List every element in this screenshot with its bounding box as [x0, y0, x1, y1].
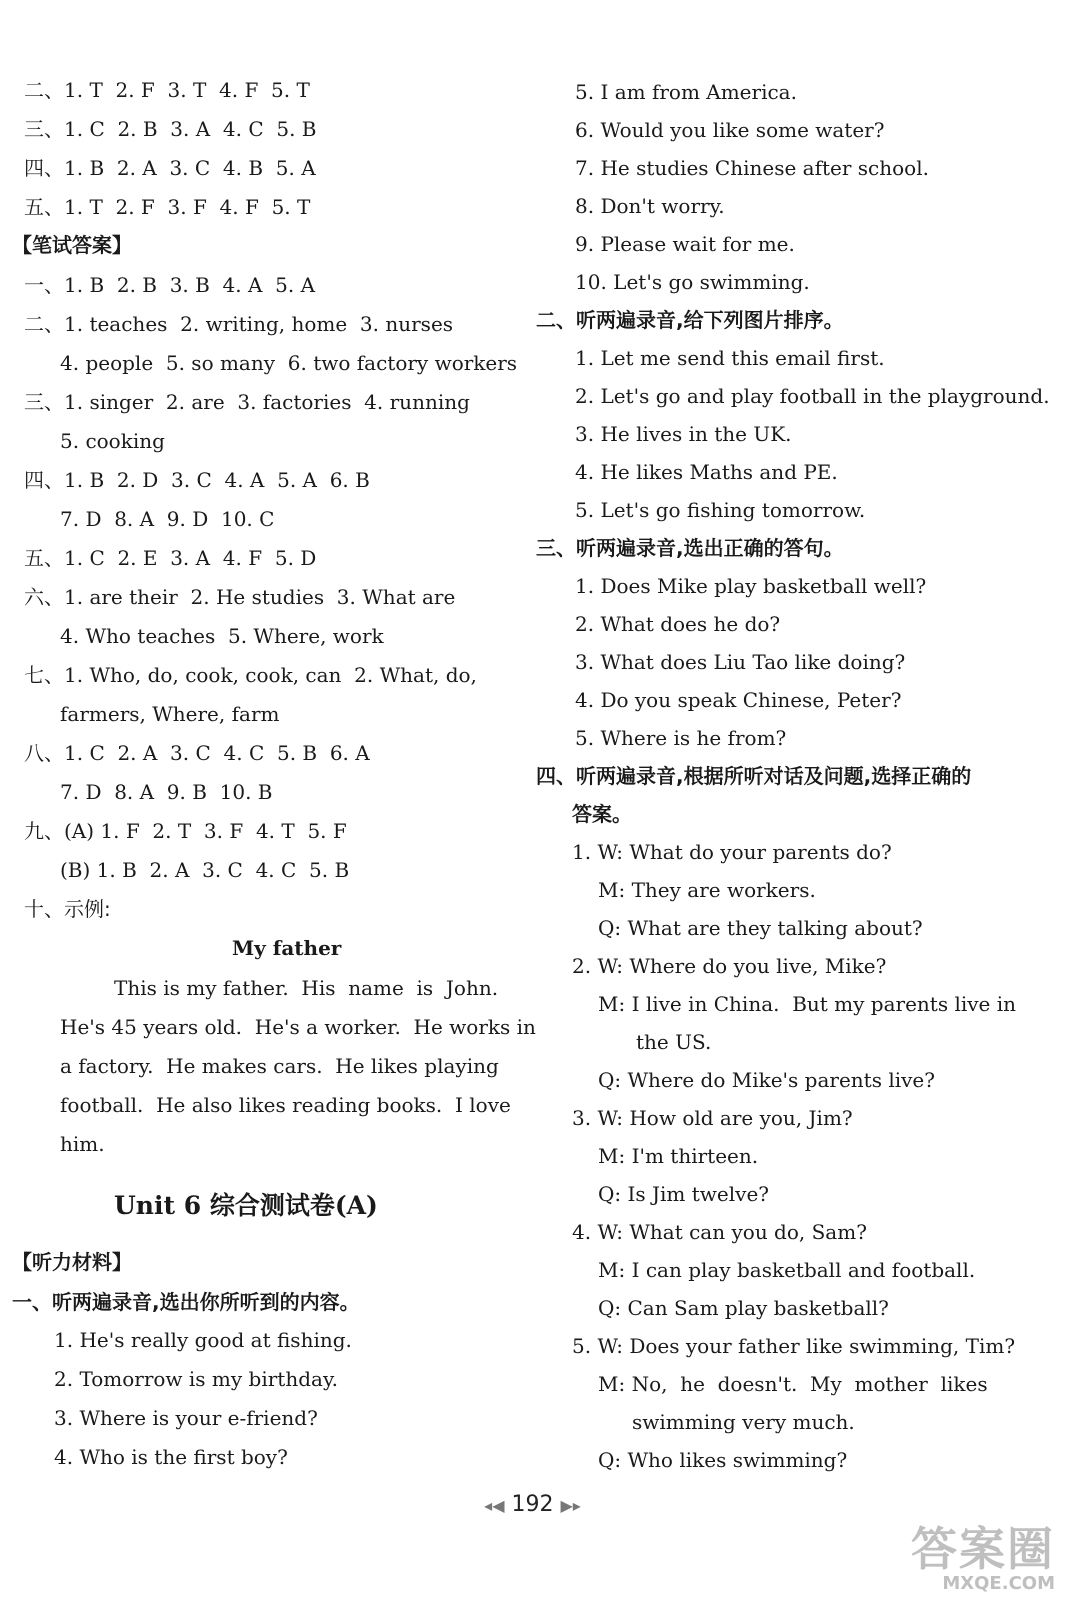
- left-line: 五、1. C 2. E 3. A 4. F 5. D: [24, 546, 317, 570]
- listening-item: 4. Who is the first boy?: [54, 1445, 288, 1469]
- dialogue-line: 4. W: What can you do, Sam?: [572, 1220, 867, 1244]
- page-footer: [0, 1492, 1065, 1517]
- listening-item: 3. Where is your e-friend?: [54, 1406, 318, 1430]
- essay-line: This is my father. His name is John.: [114, 976, 499, 1000]
- left-line: 二、1. T 2. F 3. T 4. F 5. T: [24, 78, 310, 102]
- section-header: 答案。: [572, 802, 632, 826]
- listening-item: 1. He's really good at fishing.: [54, 1328, 352, 1352]
- left-line: 五、1. T 2. F 3. F 4. F 5. T: [24, 195, 311, 219]
- left-line: 三、1. singer 2. are 3. factories 4. running: [24, 390, 470, 414]
- left-line: 三、1. C 2. B 3. A 4. C 5. B: [24, 117, 317, 141]
- dialogue-line: Q: Is Jim twelve?: [598, 1182, 769, 1206]
- left-line: 5. cooking: [60, 429, 165, 453]
- section-header: 【听力材料】: [12, 1250, 132, 1274]
- page-number: 192: [511, 1492, 554, 1517]
- left-line: 4. people 5. so many 6. two factory workers: [60, 351, 518, 375]
- left-line: farmers, Where, farm: [60, 702, 280, 726]
- dialogue-line: the US.: [636, 1030, 712, 1054]
- left-line: 7. D 8. A 9. B 10. B: [60, 780, 273, 804]
- left-line: 八、1. C 2. A 3. C 4. C 5. B 6. A: [24, 741, 370, 765]
- right-line: 10. Let's go swimming.: [575, 270, 810, 294]
- left-line: 六、1. are their 2. He studies 3. What are: [24, 585, 456, 609]
- right-line: 8. Don't worry.: [575, 194, 725, 218]
- right-line: 6. Would you like some water?: [575, 118, 885, 142]
- left-line: 一、1. B 2. B 3. B 4. A 5. A: [24, 273, 316, 297]
- left-line: 二、1. teaches 2. writing, home 3. nurses: [24, 312, 454, 336]
- right-line: 4. He likes Maths and PE.: [575, 460, 838, 484]
- left-line: 十、示例:: [24, 897, 111, 921]
- right-line: 5. Let's go fishing tomorrow.: [575, 498, 866, 522]
- right-line: 7. He studies Chinese after school.: [575, 156, 929, 180]
- essay-line: a factory. He makes cars. He likes playing: [60, 1054, 499, 1078]
- right-line: 5. I am from America.: [575, 80, 797, 104]
- section-header: 一、听两遍录音,选出你所听到的内容。: [12, 1290, 360, 1314]
- left-line: 九、(A) 1. F 2. T 3. F 4. T 5. F: [24, 819, 347, 843]
- section-header: 四、听两遍录音,根据所听对话及问题,选择正确的: [536, 764, 972, 788]
- watermark-url: MXQE.COM: [942, 1573, 1055, 1594]
- watermark-logo: [911, 1513, 1055, 1594]
- right-line: 3. What does Liu Tao like doing?: [575, 650, 906, 674]
- left-line: 四、1. B 2. A 3. C 4. B 5. A: [24, 156, 316, 180]
- left-line: 7. D 8. A 9. D 10. C: [60, 507, 275, 531]
- section-header: 二、听两遍录音,给下列图片排序。: [536, 308, 844, 332]
- right-line: 2. Let's go and play football in the playground.: [575, 384, 1050, 408]
- right-line: 1. Does Mike play basketball well?: [575, 574, 927, 598]
- dialogue-line: M: They are workers.: [598, 878, 816, 902]
- dialogue-line: M: I'm thirteen.: [598, 1144, 759, 1168]
- dialogue-line: 2. W: Where do you live, Mike?: [572, 954, 887, 978]
- dialogue-line: M: I live in China. But my parents live in: [598, 992, 1017, 1016]
- left-line: 七、1. Who, do, cook, cook, can 2. What, do,: [24, 663, 477, 687]
- right-line: 1. Let me send this email first.: [575, 346, 885, 370]
- dialogue-line: M: I can play basketball and football.: [598, 1258, 976, 1282]
- essay-line: He's 45 years old. He's a worker. He works in: [60, 1015, 536, 1039]
- section-header: 【笔试答案】: [12, 233, 132, 257]
- dialogue-line: 5. W: Does your father like swimming, Tim?: [572, 1334, 1016, 1358]
- watermark-text: 答案圈: [911, 1522, 1055, 1576]
- essay-title: My father: [232, 936, 342, 960]
- dialogue-line: Q: Who likes swimming?: [598, 1448, 848, 1472]
- left-line: 4. Who teaches 5. Where, work: [60, 624, 384, 648]
- right-line: 3. He lives in the UK.: [575, 422, 792, 446]
- essay-line: football. He also likes reading books. I love: [60, 1093, 511, 1117]
- unit-title: Unit 6 综合测试卷(A): [114, 1191, 378, 1220]
- dialogue-line: 1. W: What do your parents do?: [572, 840, 892, 864]
- right-line: 4. Do you speak Chinese, Peter?: [575, 688, 902, 712]
- dialogue-line: M: No, he doesn't. My mother likes: [598, 1372, 988, 1396]
- dialogue-line: Q: Can Sam play basketball?: [598, 1296, 889, 1320]
- essay-line: him.: [60, 1132, 105, 1156]
- dialogue-line: Q: Where do Mike's parents live?: [598, 1068, 935, 1092]
- dialogue-line: 3. W: How old are you, Jim?: [572, 1106, 853, 1130]
- listening-item: 2. Tomorrow is my birthday.: [54, 1367, 338, 1391]
- next-arrows-icon: ▶▸: [560, 1496, 581, 1515]
- right-line: 5. Where is he from?: [575, 726, 787, 750]
- left-line: 四、1. B 2. D 3. C 4. A 5. A 6. B: [24, 468, 370, 492]
- left-line: (B) 1. B 2. A 3. C 4. C 5. B: [60, 858, 350, 882]
- dialogue-line: Q: What are they talking about?: [598, 916, 923, 940]
- prev-arrows-icon: ◂◀: [484, 1496, 505, 1515]
- right-line: 9. Please wait for me.: [575, 232, 795, 256]
- right-line: 2. What does he do?: [575, 612, 781, 636]
- section-header: 三、听两遍录音,选出正确的答句。: [536, 536, 844, 560]
- dialogue-line: swimming very much.: [632, 1410, 855, 1434]
